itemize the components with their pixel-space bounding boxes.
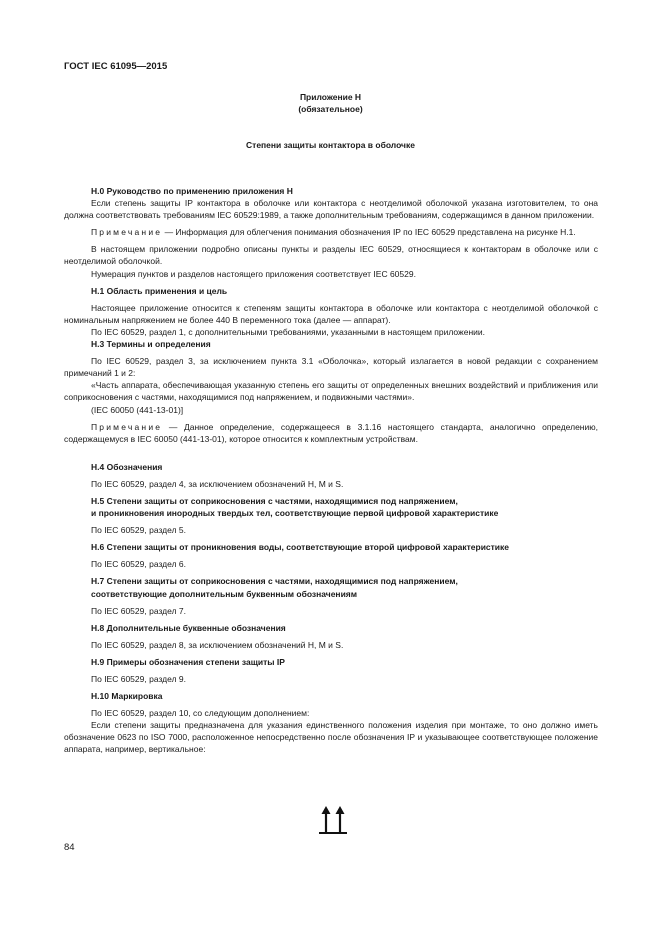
paragraph: По IEC 60529, раздел 8, за исключением обозначений Н, М и S.	[91, 639, 344, 650]
document-id: ГОСТ IEC 61095—2015	[64, 61, 168, 72]
annex-title: Приложение Н	[299, 92, 362, 102]
paragraph: По IEC 60529, раздел 10, со следующим дополнением:	[91, 708, 310, 719]
section-heading: Н.1 Область применения и цель	[91, 285, 228, 296]
page-number: 84	[64, 842, 75, 853]
section-heading: Н.10 Маркировка	[91, 691, 163, 702]
note-label: Примечание	[91, 421, 163, 432]
paragraph: По IEC 60529, раздел 9.	[91, 674, 186, 684]
section-heading: Н.4 Обозначения	[91, 461, 163, 472]
paragraph: В настоящем приложении подробно описаны пункты и разделы IEC 60529, относящиеся к контакторам в оболочке или с неотделимой оболочкой.	[64, 244, 598, 267]
note-label: Примечание	[91, 227, 163, 238]
paragraph: По IEC 60529, раздел 4, за исключением обозначений Н, М и S.	[91, 478, 344, 489]
section-heading: Н.5 Степени защиты от соприкосновения с частями, находящимися под напряжением,	[91, 495, 458, 506]
section-heading: Н.0 Руководство по применению приложения Н	[91, 186, 293, 196]
annex-status: (обязательное)	[298, 104, 363, 114]
section-heading: Н.9 Примеры обозначения степени защиты IP	[91, 656, 285, 667]
paragraph: Если степени защиты предназначена для указания единственного положения изделия при монтаже, то оно должно иметь обозначение 0623 по ISO 7000, расположенное непосредственно после обозначения IP и указывающее соответствующее положение аппарата, например, вертикальное:	[64, 720, 598, 755]
note	[64, 226, 598, 238]
paragraph: Нумерация пунктов и разделов настоящего приложения соответствует IEC 60529.	[91, 268, 416, 279]
paragraph: По IEC 60529, раздел 3, за исключением пункта 3.1 «Оболочка», который излагается в новой редакции с сохранением примечаний 1 и 2:	[64, 356, 598, 379]
section-heading: Н.6 Степени защиты от проникновения воды, соответствующие второй цифровой характеристике	[91, 542, 510, 553]
annex-heading: Степени защиты контактора в оболочке	[246, 140, 415, 150]
note-text: — Информация для облегчения понимания обозначения IP по IEC 60529 представлена на рисунке Н.1.	[162, 227, 576, 238]
paragraph: (IEC 60050 (441-13-01)]	[91, 404, 184, 415]
paragraph: По IEC 60529, раздел 5.	[91, 525, 186, 536]
section-heading: Н.8 Дополнительные буквенные обозначения	[91, 622, 286, 633]
section-heading-cont: и проникновения инородных твердых тел, соответствующие первой цифровой характеристике	[91, 508, 499, 519]
paragraph: По IEC 60529, раздел 1, с дополнительными требованиями, указанными в настоящем приложении.	[91, 326, 486, 337]
section-heading: Н.7 Степени защиты от соприкосновения с частями, находящимися под напряжением,	[91, 576, 458, 587]
paragraph: Настоящее приложение относится к степеням защиты контактора в оболочке или контактора с неотделимой оболочкой с номинальным напряжением не более 440 В переменного тока (далее — аппарат).	[64, 302, 598, 325]
paragraph: Если степень защиты IP контактора в оболочке или контактора с неотделимой оболочкой указана изготовителем, то она должна соответствовать требованиям IEC 60529:1989, а также дополнительным требованиям, содержащимся в данном приложении.	[64, 198, 598, 221]
section-heading: Н.3 Термины и определения	[91, 339, 211, 350]
section-heading-cont: соответствующие дополнительным буквенным обозначениям	[91, 588, 358, 599]
paragraph: По IEC 60529, раздел 6.	[91, 559, 186, 570]
paragraph: По IEC 60529, раздел 7.	[91, 605, 186, 616]
document-body	[64, 185, 598, 756]
note-text: — Данное определение, содержащееся в 3.1.16 настоящего стандарта, аналогично определению, содержащемуся в IEC 60050 (441-13-01), которое относится к комплектным устройствам.	[64, 421, 598, 444]
paragraph: «Часть аппарата, обеспечивающая указанную степень его защиты от определенных внешних воздействий и приближения или соприкосновения с частями, находящимися под напряжением, и подвижными частями».	[64, 380, 598, 403]
this-way-up-arrows-icon	[317, 806, 349, 834]
note	[64, 421, 598, 445]
